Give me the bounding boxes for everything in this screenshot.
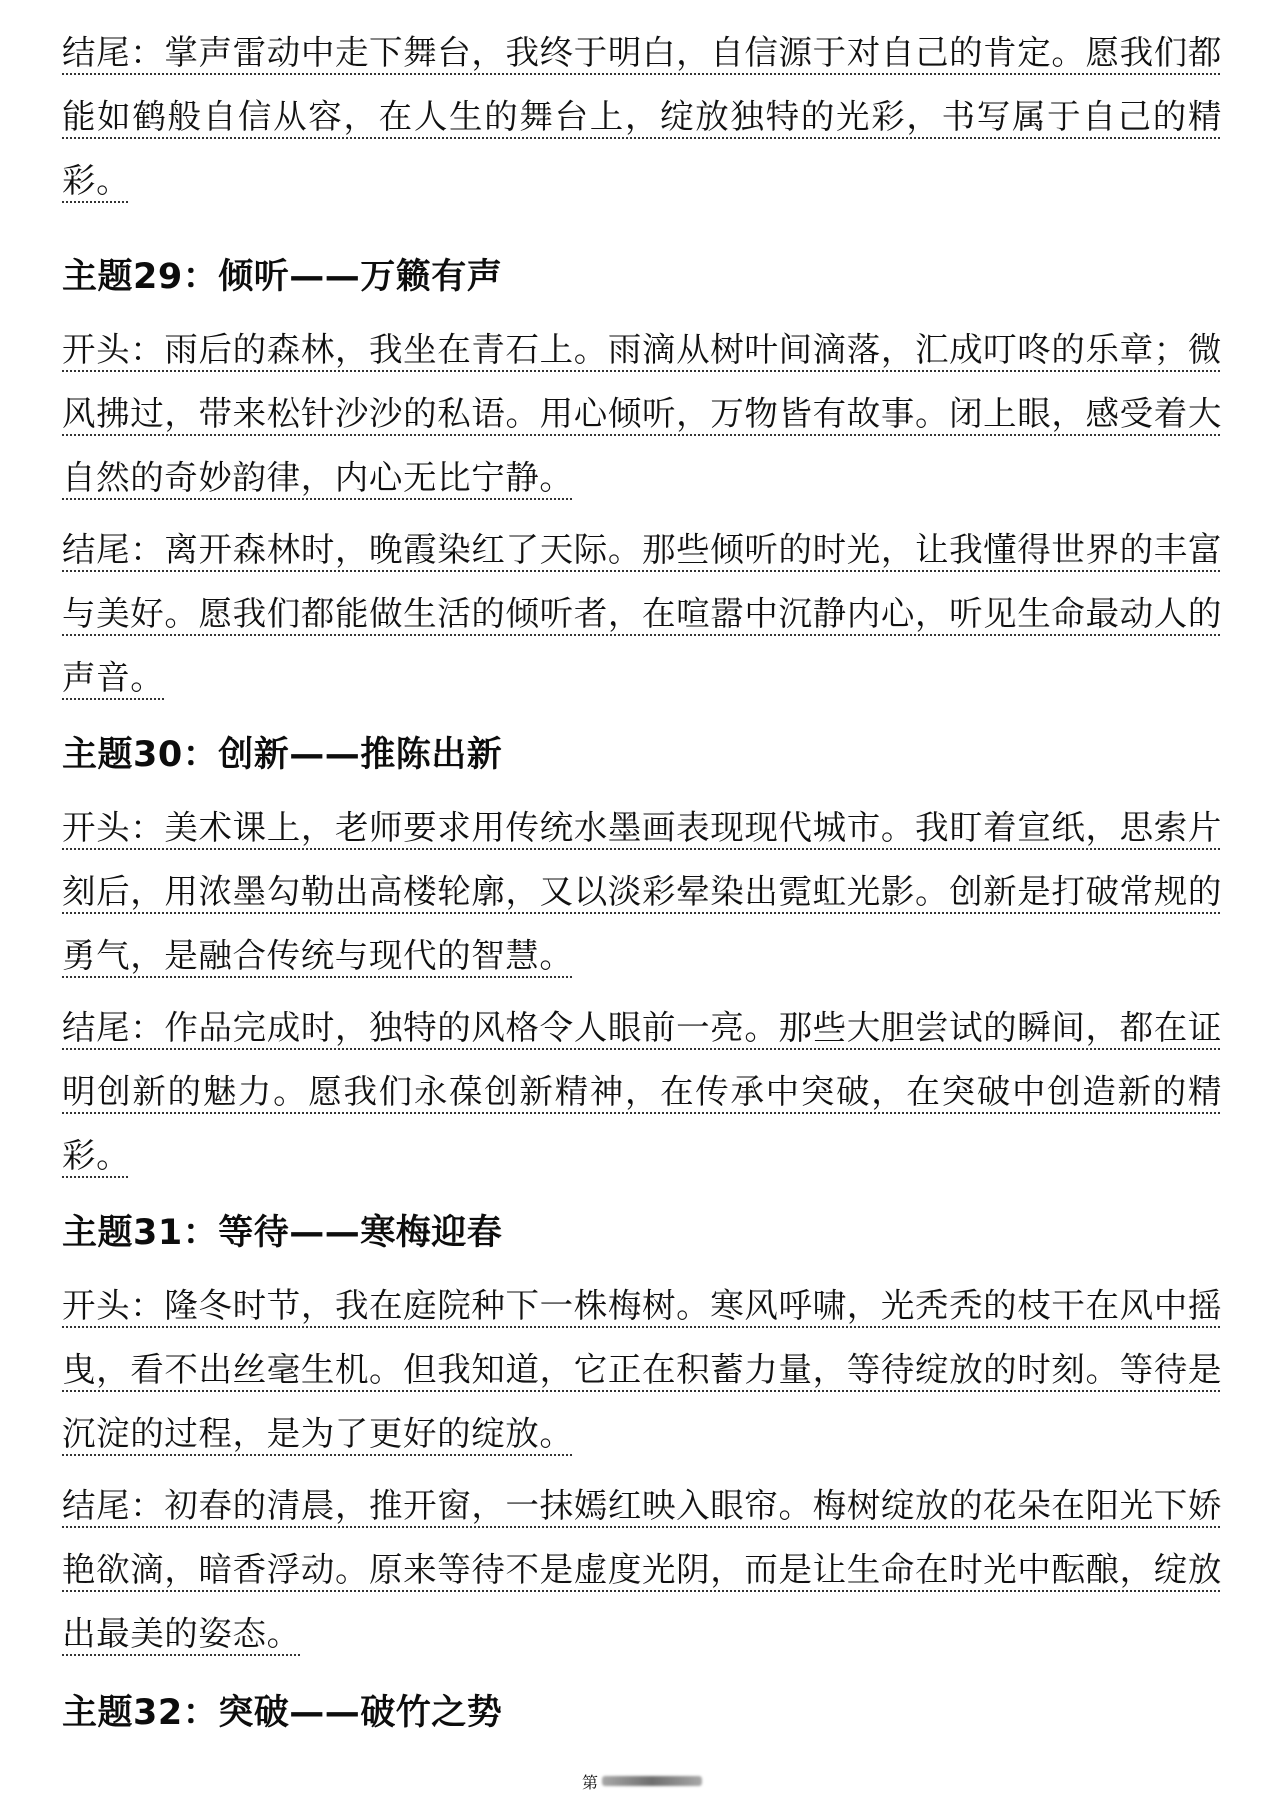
paragraph-opening [62, 318, 1222, 510]
paragraph-text: 结尾：初春的清晨，推开窗，一抹嫣红映入眼帘。梅树绽放的花朵在阳光下娇艳欲滴，暗香浮动。原来等待不是虚度光阴，而是让生命在时光中酝酿，绽放出最美的姿态。 [62, 1486, 1222, 1653]
section-heading: 主题29：倾听——万籁有声 [62, 257, 503, 297]
section-heading: 主题32：突破——破竹之势 [62, 1693, 503, 1733]
paragraph-text: 结尾：作品完成时，独特的风格令人眼前一亮。那些大胆尝试的瞬间，都在证明创新的魅力。愿我们永葆创新精神，在传承中突破，在突破中创造新的精彩。 [62, 1008, 1222, 1175]
paragraph-text: 结尾：掌声雷动中走下舞台，我终于明白，自信源于对自己的肯定。愿我们都能如鹤般自信从容，在人生的舞台上，绽放独特的光彩，书写属于自己的精彩。 [62, 33, 1222, 200]
paragraph-ending [62, 1474, 1222, 1666]
paragraph-text: 开头：雨后的森林，我坐在青石上。雨滴从树叶间滴落，汇成叮咚的乐章；微风拂过，带来松针沙沙的私语。用心倾听，万物皆有故事。闭上眼，感受着大自然的奇妙韵律，内心无比宁静。 [62, 330, 1222, 497]
paragraph-ending [62, 996, 1222, 1188]
paragraph-opening [62, 796, 1222, 988]
section-heading: 主题31：等待——寒梅迎春 [62, 1213, 503, 1253]
paragraph-opening [62, 1274, 1222, 1466]
paragraph-ending [62, 518, 1222, 710]
page-number-prefix: 第 [581, 1772, 598, 1792]
page-number-redacted [602, 1776, 702, 1786]
paragraph-text: 开头：美术课上，老师要求用传统水墨画表现现代城市。我盯着宣纸，思索片刻后，用浓墨勾勒出高楼轮廓，又以淡彩晕染出霓虹光影。创新是打破常规的勇气，是融合传统与现代的智慧。 [62, 808, 1222, 975]
paragraph-text: 结尾：离开森林时，晚霞染红了天际。那些倾听的时光，让我懂得世界的丰富与美好。愿我们都能做生活的倾听者，在喧嚣中沉静内心，听见生命最动人的声音。 [62, 530, 1222, 697]
section-heading: 主题30：创新——推陈出新 [62, 735, 503, 775]
paragraph-ending [62, 21, 1222, 213]
page-footer [0, 1771, 1284, 1791]
paragraph-text: 开头：隆冬时节，我在庭院种下一株梅树。寒风呼啸，光秃秃的枝干在风中摇曳，看不出丝毫生机。但我知道，它正在积蓄力量，等待绽放的时刻。等待是沉淀的过程，是为了更好的绽放。 [62, 1286, 1222, 1453]
